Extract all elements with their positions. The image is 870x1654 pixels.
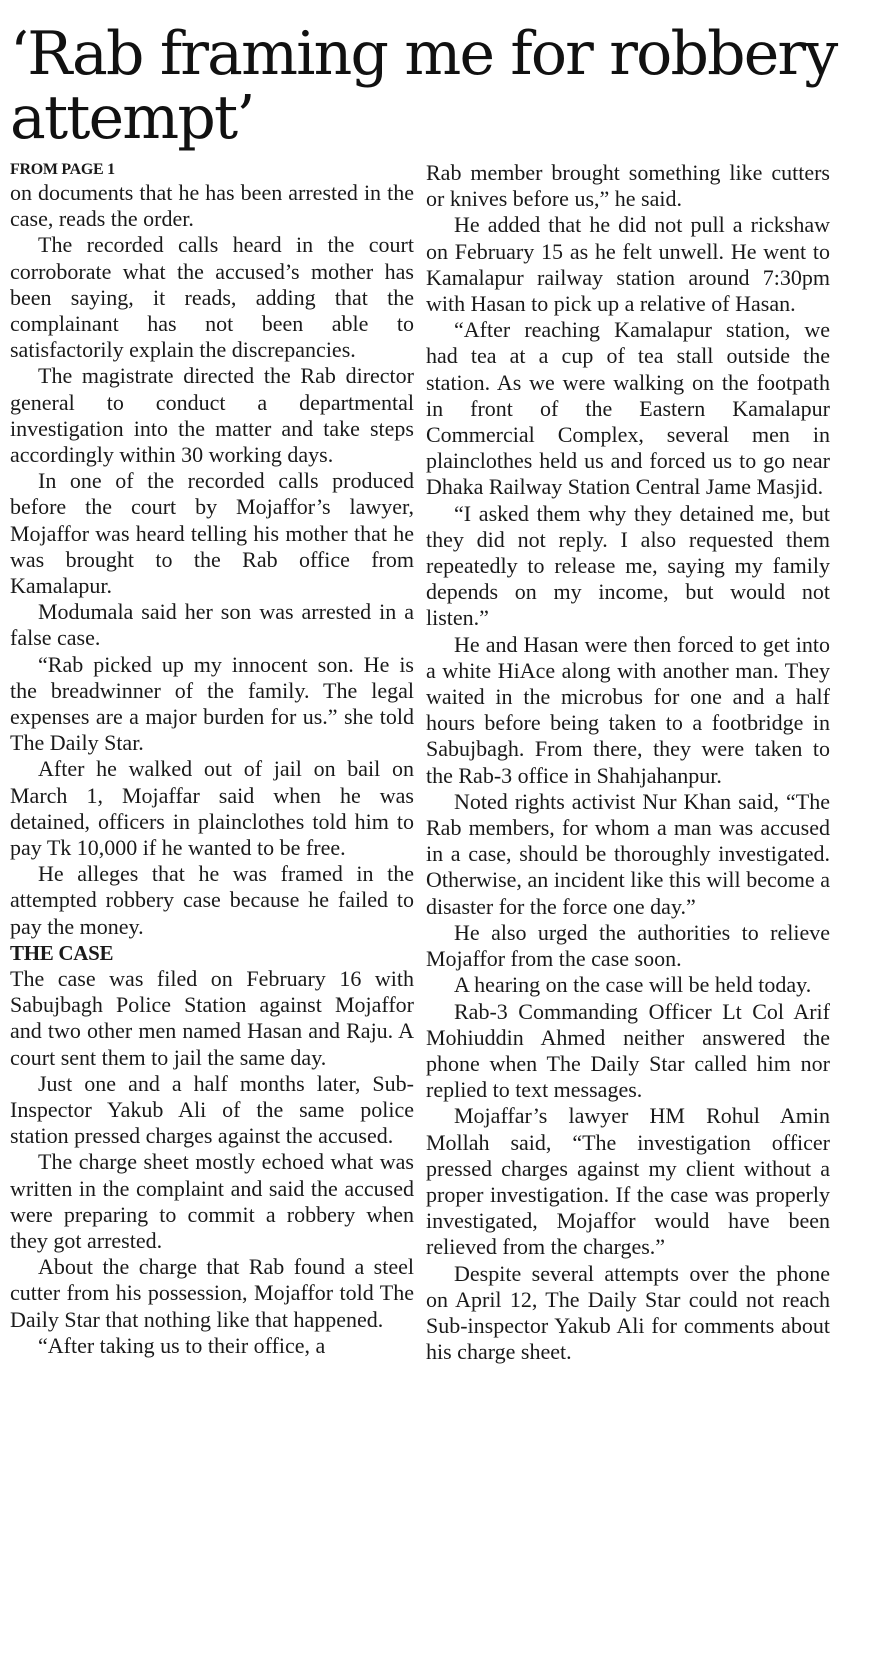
paragraph: The magistrate directed the Rab director general to conduct a departmental investigation into the matter and take steps accordingly within 30 working days. bbox=[10, 363, 414, 468]
paragraph: The charge sheet mostly echoed what was written in the complaint and said the accused were preparing to commit a robbery when they got arrested. bbox=[10, 1149, 414, 1253]
paragraph: After he walked out of jail on bail on March 1, Mojaffar said when he was detained, officers in plainclothes told him to pay Tk 10,000 if he wanted to be free. bbox=[10, 756, 414, 861]
paragraph: Rab member brought something like cutters or knives before us,” he said. bbox=[426, 160, 830, 212]
right-body bbox=[426, 160, 830, 1365]
paragraph: The recorded calls heard in the court corroborate what the accused’s mother has been saying, it reads, adding that the complainant has not been able to satisfactorily explain the discrepancies. bbox=[10, 232, 414, 363]
article-column-right bbox=[426, 160, 830, 1365]
paragraph: on documents that he has been arrested in the case, reads the order. bbox=[10, 180, 414, 232]
paragraph: “I asked them why they detained me, but they did not reply. I also requested them repeatedly to release me, saying my family depends on my income, but would not listen.” bbox=[426, 500, 830, 631]
article-headline: ‘Rab framing me for robbery attempt’ bbox=[10, 19, 837, 153]
paragraph: Just one and a half months later, Sub-Inspector Yakub Ali of the same police station pressed charges against the accused. bbox=[10, 1070, 414, 1149]
paragraph: Modumala said her son was arrested in a false case. bbox=[10, 599, 414, 651]
paragraph: In one of the recorded calls produced before the court by Mojaffor’s lawyer, Mojaffor was heard telling his mother that he was brought to the Rab office from Kamalapur. bbox=[10, 468, 414, 599]
article-column-left bbox=[10, 160, 414, 1359]
paragraph: He also urged the authorities to relieve Mojaffor from the case soon. bbox=[426, 919, 830, 972]
paragraph: Mojaffar’s lawyer HM Rohul Amin Mollah said, “The investigation officer pressed charges against my client without a proper investigation. If the case was properly investigated, Mojaffor would have been relieved from the charges.” bbox=[426, 1103, 830, 1260]
section-subhead: THE CASE bbox=[10, 940, 114, 965]
paragraph: The case was filed on February 16 with Sabujbagh Police Station against Mojaffor and two other men named Hasan and Raju. A court sent them to jail the same day. bbox=[10, 965, 414, 1070]
paragraph: A hearing on the case will be held today. bbox=[454, 972, 812, 998]
continuation-label: FROM PAGE 1 bbox=[10, 161, 115, 178]
paragraph: Rab-3 Commanding Officer Lt Col Arif Mohiuddin Ahmed neither answered the phone when The Daily Star called him nor replied to text messages. bbox=[426, 998, 830, 1103]
paragraph: “Rab picked up my innocent son. He is the breadwinner of the family. The legal expenses are a major burden for us.” she told The Daily Star. bbox=[10, 651, 414, 756]
paragraph: He and Hasan were then forced to get into a white HiAce along with another man. They waited in the microbus for one and a half hours before being taken to a footbridge in Sabujbagh. From there, they were taken to the Rab-3 office in Shahjahanpur. bbox=[426, 631, 830, 788]
paragraph: “After taking us to their office, a bbox=[38, 1332, 326, 1358]
paragraph: About the charge that Rab found a steel cutter from his possession, Mojaffor told The Daily Star that nothing like that happened. bbox=[10, 1254, 414, 1332]
left-body-bottom bbox=[10, 966, 414, 1359]
paragraph: “After reaching Kamalapur station, we had tea at a cup of tea stall outside the station. As we were walking on the footpath in front of the Eastern Kamalapur Commercial Complex, several men in plainclothes held us and forced us to go near Dhaka Railway Station Central Jame Masjid. bbox=[426, 317, 830, 500]
paragraph: Noted rights activist Nur Khan said, “The Rab members, for whom a man was accused in a case, should be thoroughly investigated. Otherwise, an incident like this will become a disaster for the force one day.” bbox=[426, 788, 830, 919]
paragraph: He added that he did not pull a rickshaw on February 15 as he felt unwell. He went to Kamalapur railway station around 7:30pm with Hasan to pick up a relative of Hasan. bbox=[426, 212, 830, 317]
paragraph: Despite several attempts over the phone on April 12, The Daily Star could not reach Sub-inspector Yakub Ali for comments about his charge sheet. bbox=[426, 1260, 830, 1365]
left-body-top bbox=[10, 180, 414, 940]
paragraph: He alleges that he was framed in the attempted robbery case because he failed to pay the money. bbox=[10, 861, 414, 939]
